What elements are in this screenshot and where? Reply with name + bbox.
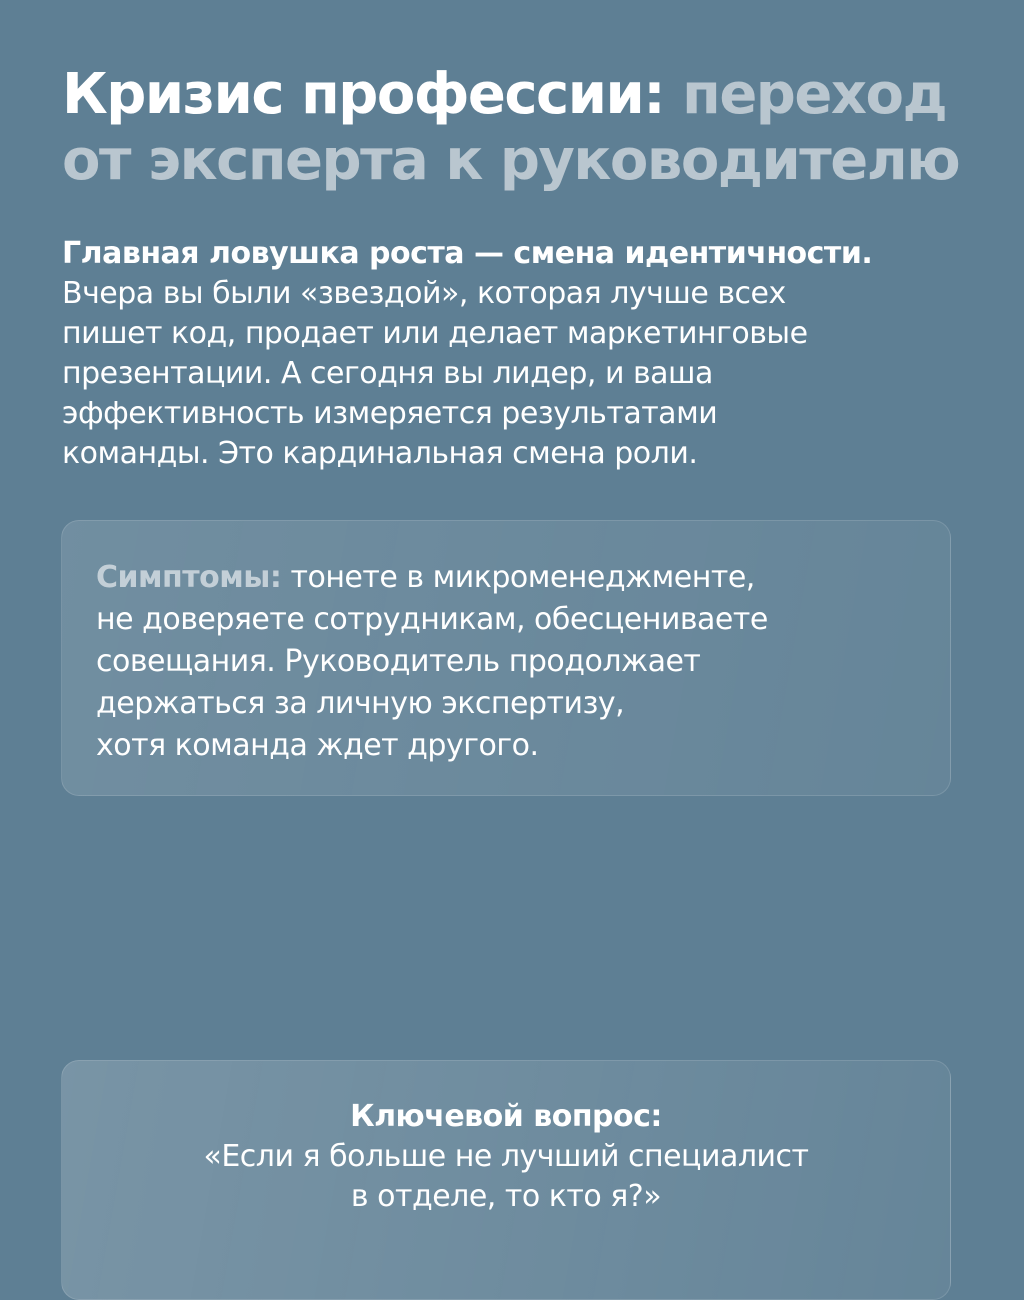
symptoms-card [61, 520, 951, 796]
key-question-line: в отделе, то кто я?» [350, 1179, 662, 1214]
symptoms-line: не доверяете сотрудникам, обесцениваете [96, 602, 768, 637]
title-accent-line2: от эксперта к руководителю [62, 128, 960, 193]
key-question-title: Ключевой вопрос: [350, 1099, 662, 1134]
key-question-text [62, 1137, 950, 1217]
intro-line: эффективность измеряется результатами [62, 396, 718, 431]
key-question-card [61, 1060, 951, 1300]
intro-lead: Главная ловушка роста — смена идентичности. [62, 236, 873, 271]
title-accent-line1: переход [682, 62, 947, 127]
intro-line: Вчера вы были «звездой», которая лучше всех [62, 276, 786, 311]
symptoms-line: хотя команда ждет другого. [96, 728, 539, 763]
title-main: Кризис профессии: [62, 62, 665, 127]
intro-paragraph [62, 234, 962, 474]
symptoms-label: Симптомы: [96, 560, 282, 595]
intro-line: презентации. А сегодня вы лидер, и ваша [62, 356, 713, 391]
intro-line: пишет код, продает или делает маркетинговые [62, 316, 808, 351]
symptoms-line: тонете в микроменеджменте, [290, 560, 755, 595]
symptoms-line: держаться за личную экспертизу, [96, 686, 625, 721]
key-question-line: «Если я больше не лучший специалист [203, 1139, 809, 1174]
intro-line: команды. Это кардинальная смена роли. [62, 436, 698, 471]
symptoms-text [96, 557, 926, 767]
page-title [62, 62, 962, 194]
symptoms-line: совещания. Руководитель продолжает [96, 644, 701, 679]
